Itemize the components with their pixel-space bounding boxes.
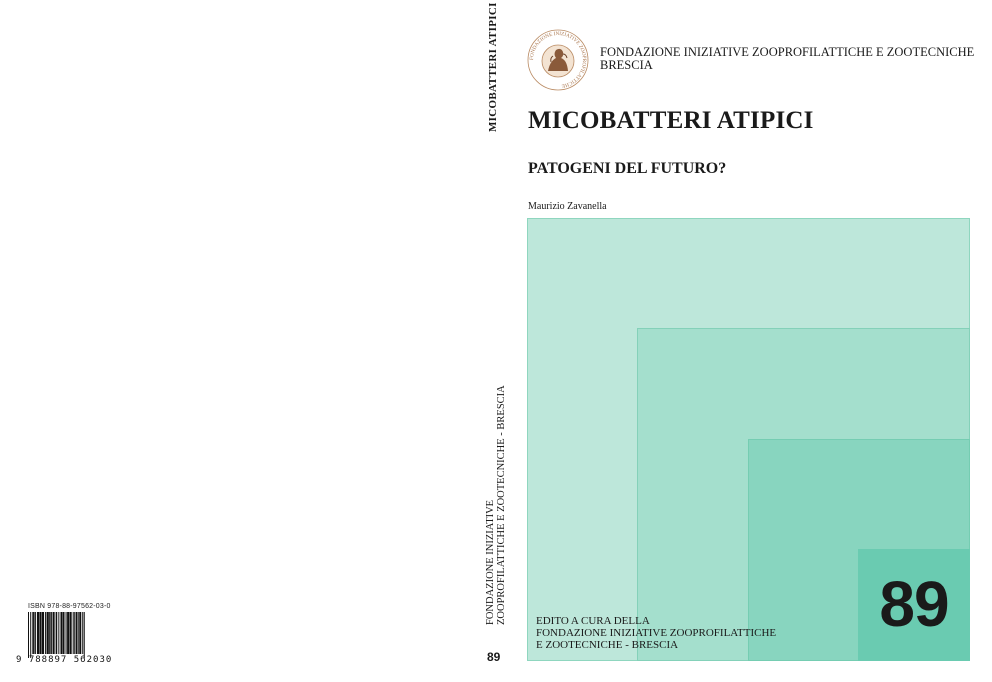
barcode-bar (45, 612, 46, 654)
publisher-name-line-2: BRESCIA (600, 58, 653, 72)
barcode-bar (79, 612, 81, 654)
spine-publisher (485, 385, 507, 625)
spine-publisher-line-1: FONDAZIONE INIZIATIVE (485, 499, 496, 625)
barcode-bar (37, 612, 39, 654)
spine-publisher-line-2: ZOOPROFILATTICHE E ZOOTECNICHE - BRESCIA (496, 385, 507, 625)
isbn-label: ISBN 978-88-97562-03-0 (28, 603, 111, 610)
barcode-bar (51, 612, 52, 654)
barcode-bar (69, 612, 71, 654)
spine-title: MICOBATTERI ATIPICI (487, 2, 499, 132)
book-subtitle: PATOGENI DEL FUTURO? (528, 160, 727, 177)
barcode-bar (30, 612, 31, 658)
author-name: Maurizio Zavanella (528, 201, 607, 212)
publisher-name-line-1: FONDAZIONE INIZIATIVE ZOOPROFILATTICHE E ZOOTECNICHE (600, 45, 975, 59)
edited-by-line-1: EDITO A CURA DELLA (536, 615, 650, 627)
barcode-bar (73, 612, 74, 654)
barcode-bar (34, 612, 36, 654)
barcode-bar (84, 612, 85, 658)
barcode-bar (39, 612, 41, 654)
publisher-name (600, 46, 980, 72)
barcode-bar (63, 612, 65, 654)
barcode (26, 612, 110, 658)
svg-text:FONDAZIONE INIZIATIVE ZOOPROFI: FONDAZIONE INIZIATIVE ZOOPROFILATTICHE (528, 30, 588, 89)
barcode-bar (67, 612, 69, 654)
spine-number: 89 (487, 650, 501, 664)
barcode-bar (32, 612, 34, 654)
barcode-bar (60, 612, 62, 654)
barcode-bar (66, 612, 67, 654)
barcode-bar (76, 612, 78, 654)
barcode-bar (53, 612, 55, 654)
barcode-bar (28, 612, 29, 658)
barcode-bar (47, 612, 49, 654)
barcode-bar (56, 612, 58, 654)
barcode-bar (82, 612, 83, 654)
book-title: MICOBATTERI ATIPICI (528, 107, 814, 134)
barcode-bar (58, 612, 59, 654)
barcode-bar (49, 612, 51, 654)
series-number: 89 (879, 568, 949, 640)
barcode-bar (42, 612, 44, 654)
edited-by-line-3: E ZOOTECNICHE - BRESCIA (536, 639, 679, 651)
foundation-logo (526, 28, 590, 92)
barcode-bar (78, 612, 79, 654)
barcode-bar (74, 612, 75, 654)
barcode-digits: 9 788897 562030 (16, 655, 113, 665)
edited-by-block (536, 615, 776, 651)
edited-by-line-2: FONDAZIONE INIZIATIVE ZOOPROFILATTICHE (536, 627, 777, 639)
